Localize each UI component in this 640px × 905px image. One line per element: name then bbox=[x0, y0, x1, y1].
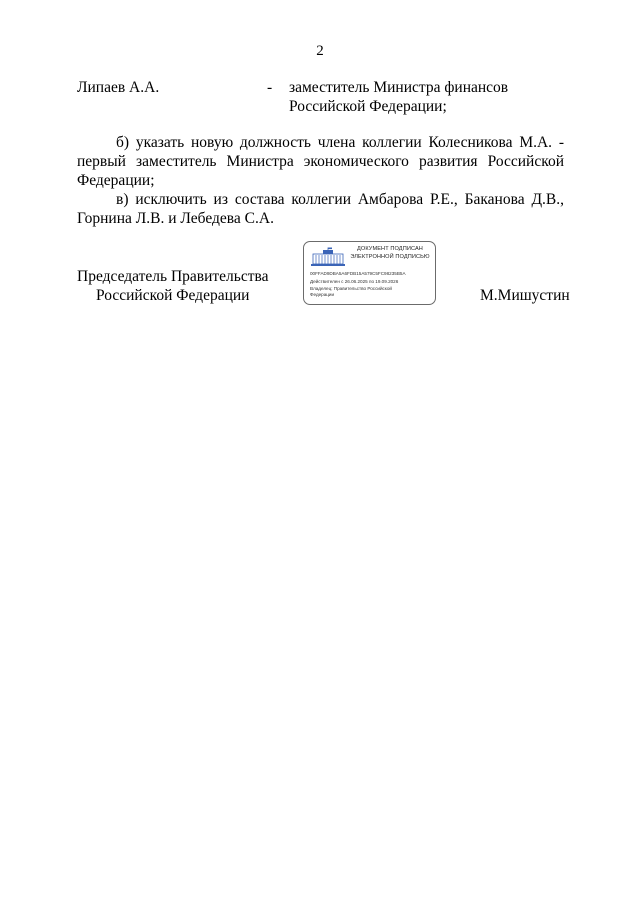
stamp-owner-line1: Владелец: Правительство Российской bbox=[310, 286, 392, 291]
item-v-line1: в) исключить из состава коллегии Амбарова Р.Е., Баканова Д.В., bbox=[116, 191, 564, 208]
stamp-validity: Действителен с 26.06.2025 по 19.09.2026 bbox=[310, 279, 399, 284]
item-b-line1: б) указать новую должность члена коллегии Колесникова М.А. - bbox=[116, 134, 564, 151]
signatory-name: М.Мишустин bbox=[480, 287, 570, 304]
member-position-line1: заместитель Министра финансов bbox=[289, 79, 509, 96]
electronic-signature-stamp bbox=[303, 241, 436, 305]
stamp-certificate: 00FFAD9DBA5A6FDB15A579C5FC98235B5A bbox=[310, 271, 406, 276]
stamp-title-line2: ЭЛЕКТРОННОЙ ПОДПИСЬЮ bbox=[350, 253, 430, 260]
member-dash: - bbox=[267, 79, 273, 96]
item-b-line2: первый заместитель Министра экономического развития Российской bbox=[77, 153, 564, 170]
member-name: Липаев А.А. bbox=[77, 79, 160, 96]
stamp-owner-line2: Федерации bbox=[310, 292, 335, 297]
government-building-emblem-icon bbox=[309, 247, 347, 267]
item-v-line2: Горнина Л.В. и Лебедева С.А. bbox=[77, 210, 274, 227]
stamp-title bbox=[346, 246, 434, 261]
signatory-title-line2: Российской Федерации bbox=[96, 287, 250, 304]
member-position-line2: Российской Федерации; bbox=[289, 98, 447, 115]
signatory-title-line1: Председатель Правительства bbox=[77, 268, 269, 285]
item-b-line3: Федерации; bbox=[77, 172, 155, 189]
page-number: 2 bbox=[316, 43, 324, 59]
stamp-title-line1: ДОКУМЕНТ ПОДПИСАН bbox=[357, 246, 423, 252]
